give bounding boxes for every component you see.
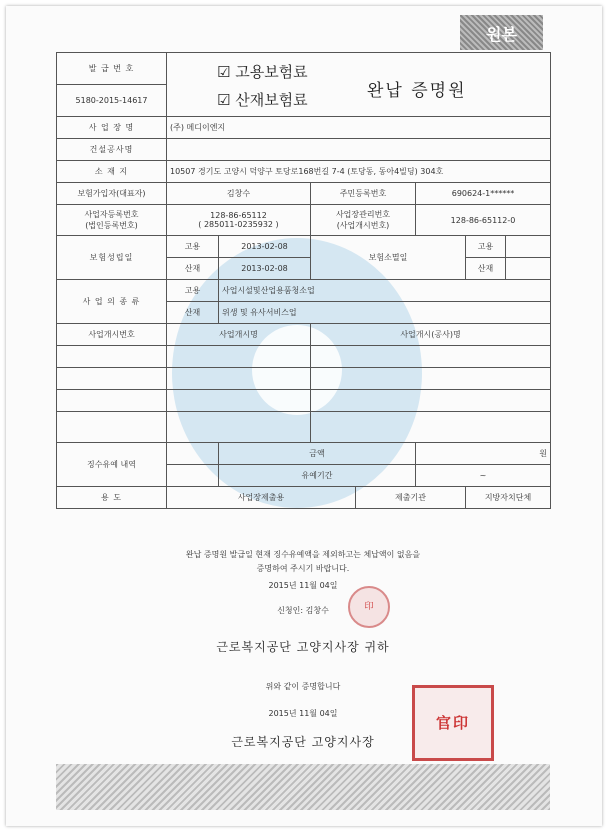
document-title: 완납 증명원 [367, 81, 467, 101]
start-row-2-no [57, 368, 167, 390]
arrears-empty-1 [167, 443, 219, 465]
request-date: 2015년 11월 04일 [268, 581, 338, 590]
rrn-value: 690624-1****** [416, 183, 551, 205]
period-value: ~ [416, 465, 551, 487]
usage-label: 용 도 [57, 487, 167, 509]
establish-date-label: 보험성립일 [57, 236, 167, 280]
start-row-4-no [57, 412, 167, 443]
start-row-3-no [57, 390, 167, 412]
workplace-value: (주) 메디이엔지 [167, 117, 551, 139]
issue-no-label: 발 급 번 호 [57, 53, 167, 85]
bizno-label: 사업자등록번호 (법인등록번호) [57, 205, 167, 236]
establish-emp-label: 고용 [167, 236, 219, 258]
addressee: 근로복지공단 고양지사장 귀하 [216, 640, 390, 654]
start-name-label: 사업개시명 [167, 324, 311, 346]
business-type-label: 사 업 의 종 류 [57, 280, 167, 324]
submit-to-label: 제출기관 [356, 487, 466, 509]
applicant: 신청인: 김창수 [277, 606, 329, 615]
employment-insurance-checkbox: ☑ 고용보험료 [217, 63, 308, 81]
bizno-value: 128-86-65112 ( 285011-0235932 ) [167, 205, 311, 236]
mgmtno-label: 사업장관리번호 (사업개시번호) [311, 205, 416, 236]
period-label: 유예기간 [219, 465, 416, 487]
amount-unit: 원 [416, 443, 551, 465]
issuer: 근로복지공단 고양지사장 [231, 735, 375, 749]
construction-label: 건설공사명 [57, 139, 167, 161]
certify-text: 위와 같이 증명합니다 [265, 682, 341, 691]
start-row-4-work [311, 412, 551, 443]
owner-value: 김창수 [167, 183, 311, 205]
amount-label: 금액 [219, 443, 416, 465]
rrn-label: 주민등록번호 [311, 183, 416, 205]
submit-to-value: 지방자치단체 [466, 487, 551, 509]
end-date-label: 보험소멸일 [311, 236, 466, 280]
official-seal: 官印 [412, 685, 494, 761]
industrial-insurance-checkbox: ☑ 산재보험료 [217, 91, 308, 109]
business-type-emp-value: 사업시설및산업용품청소업 [219, 280, 551, 302]
start-work-label: 사업개시(공사)명 [311, 324, 551, 346]
end-ind-label: 산재 [466, 258, 506, 280]
address-label: 소 재 지 [57, 161, 167, 183]
security-pattern-band [56, 764, 550, 810]
start-row-3-name [167, 390, 311, 412]
construction-value [167, 139, 551, 161]
certify-date: 2015년 11월 04일 [268, 709, 338, 718]
end-emp-label: 고용 [466, 236, 506, 258]
applicant-seal: 印 [348, 586, 390, 628]
start-no-label: 사업개시번호 [57, 324, 167, 346]
issue-no-value: 5180-2015-14617 [57, 85, 167, 117]
mgmtno-value: 128-86-65112-0 [416, 205, 551, 236]
owner-label: 보험가입자(대표자) [57, 183, 167, 205]
start-row-2-name [167, 368, 311, 390]
start-row-1-no [57, 346, 167, 368]
address-value: 10507 경기도 고양시 덕양구 토당로168번길 7-4 (토당동, 동아4빌딩) 304호 [167, 161, 551, 183]
start-row-3-work [311, 390, 551, 412]
end-emp-value [506, 236, 551, 258]
end-ind-value [506, 258, 551, 280]
establish-ind-date: 2013-02-08 [219, 258, 311, 280]
request-text: 완납 증명원 발급일 현재 징수유예액을 제외하고는 체납액이 없음을 증명하여 주시기 바랍니다. [185, 550, 421, 573]
start-row-2-work [311, 368, 551, 390]
establish-ind-label: 산재 [167, 258, 219, 280]
establish-emp-date: 2013-02-08 [219, 236, 311, 258]
usage-value: 사업장제출용 [167, 487, 356, 509]
title-cell [167, 53, 551, 117]
start-row-4-name [167, 412, 311, 443]
start-row-1-name [167, 346, 311, 368]
arrears-empty-2 [167, 465, 219, 487]
business-type-ind-value: 위생 및 유사서비스업 [219, 302, 551, 324]
arrears-label: 징수유예 내역 [57, 443, 167, 487]
workplace-label: 사 업 장 명 [57, 117, 167, 139]
original-stamp-tag: 원본 [460, 15, 543, 50]
start-row-1-work [311, 346, 551, 368]
business-type-emp-label: 고용 [167, 280, 219, 302]
business-type-ind-label: 산재 [167, 302, 219, 324]
certificate-form-table [56, 52, 551, 509]
